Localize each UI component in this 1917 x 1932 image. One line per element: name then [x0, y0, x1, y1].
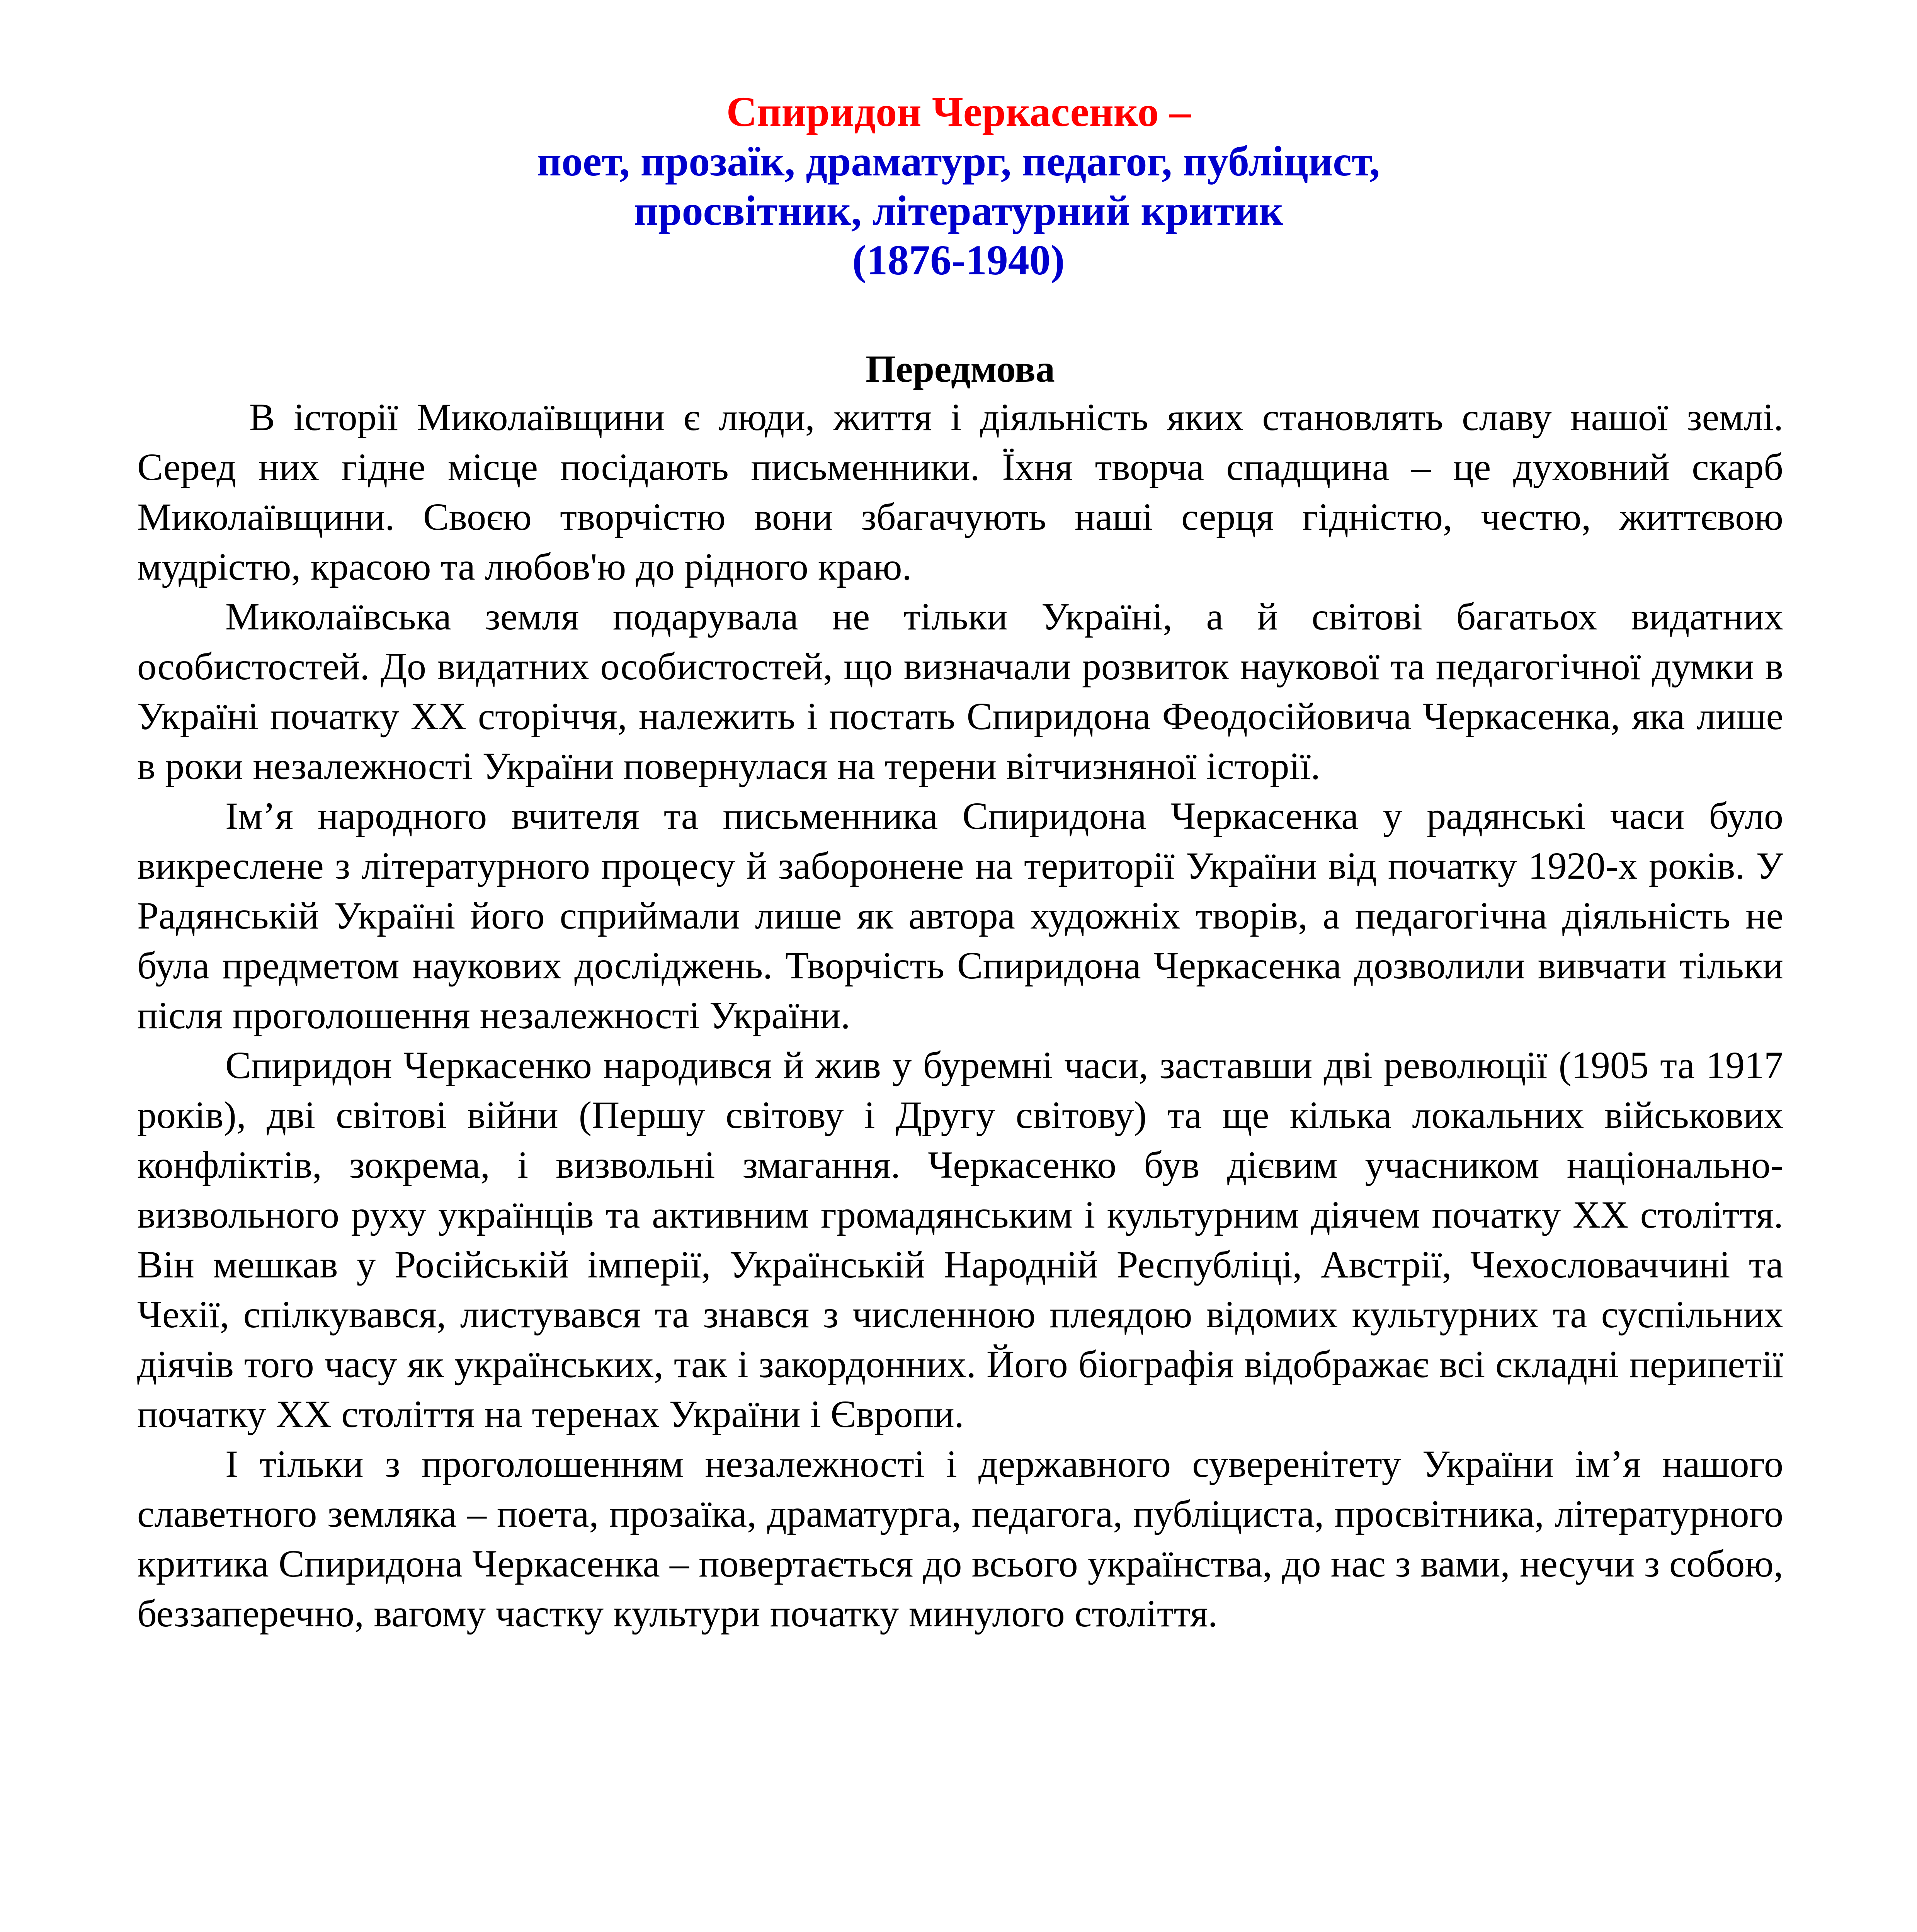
preface-paragraph: Ім’я народного вчителя та письменника Спиридона Черкасенка у радянські часи було викреслене з літературного процесу й заборонене на території України від початку 1920-х років. У Радянській Україні його сприймали лише як автора художніх творів, а педагогічна діяльність не була предметом наукових досліджень. Творчість Спиридона Черкасенка дозволили вивчати тільки після проголошення незалежності України. [137, 794, 1783, 1037]
title-block [0, 87, 1917, 285]
preface-section [137, 346, 1783, 1638]
title-years: (1876-1940) [852, 236, 1065, 284]
preface-paragraph: В історії Миколаївщини є люди, життя і діяльність яких становлять славу нашої землі. Серед них гідне місце посідають письменники. Їхня творча спадщина – це духовний скарб Миколаївщини. Своєю творчістю вони збагачують наші серця гідністю, честю, життєвою мудрістю, красою та любов'ю до рідного краю. [137, 396, 1783, 588]
title-roles-line-2: просвітник, літературний критик [633, 187, 1284, 234]
preface-paragraph: Спиридон Черкасенко народився й жив у буремні часи, заставши дві революції (1905 та 1917 років), дві світові війни (Першу світову і Другу світову) та ще кілька локальних військових конфліктів, зокрема, і визвольні змагання. Черкасенко був дієвим учасником національно-визвольного руху українців та активним громадянським і культурним діячем початку ХХ століття. Він мешкав у Російській імперії, Українській Народній Республіці, Австрії, Чехословаччині та Чехії, спілкувався, листувався та знався з численною плеядою відомих культурних та суспільних діячів того часу як українських, так і закордонних. Його біографія відображає всі складні перипетії початку ХХ століття на теренах України і Європи. [137, 1044, 1783, 1435]
title-roles-line-1: поет, прозаїк, драматург, педагог, публіцист, [537, 138, 1380, 185]
preface-heading: Передмова [866, 347, 1055, 390]
preface-paragraph: Миколаївська земля подарувала не тільки Україні, а й світові багатьох видатних особистостей. До видатних особистостей, що визначали розвиток наукової та педагогічної думки в Україні початку ХХ сторіччя, належить і постать Спиридона Феодосійовича Черкасенка, яка лише в роки незалежності України повернулася на терени вітчизняної історії. [137, 595, 1783, 787]
preface-paragraph: І тільки з проголошенням незалежності і державного суверенітету України ім’я нашого славетного земляка – поета, прозаїка, драматурга, педагога, публіциста, просвітника, літературного критика Спиридона Черкасенка – повертається до всього українства, до нас з вами, несучи з собою, беззаперечно, вагому частку культури початку минулого століття. [137, 1442, 1783, 1635]
title-author-name: Спиридон Черкасенко – [726, 88, 1191, 135]
